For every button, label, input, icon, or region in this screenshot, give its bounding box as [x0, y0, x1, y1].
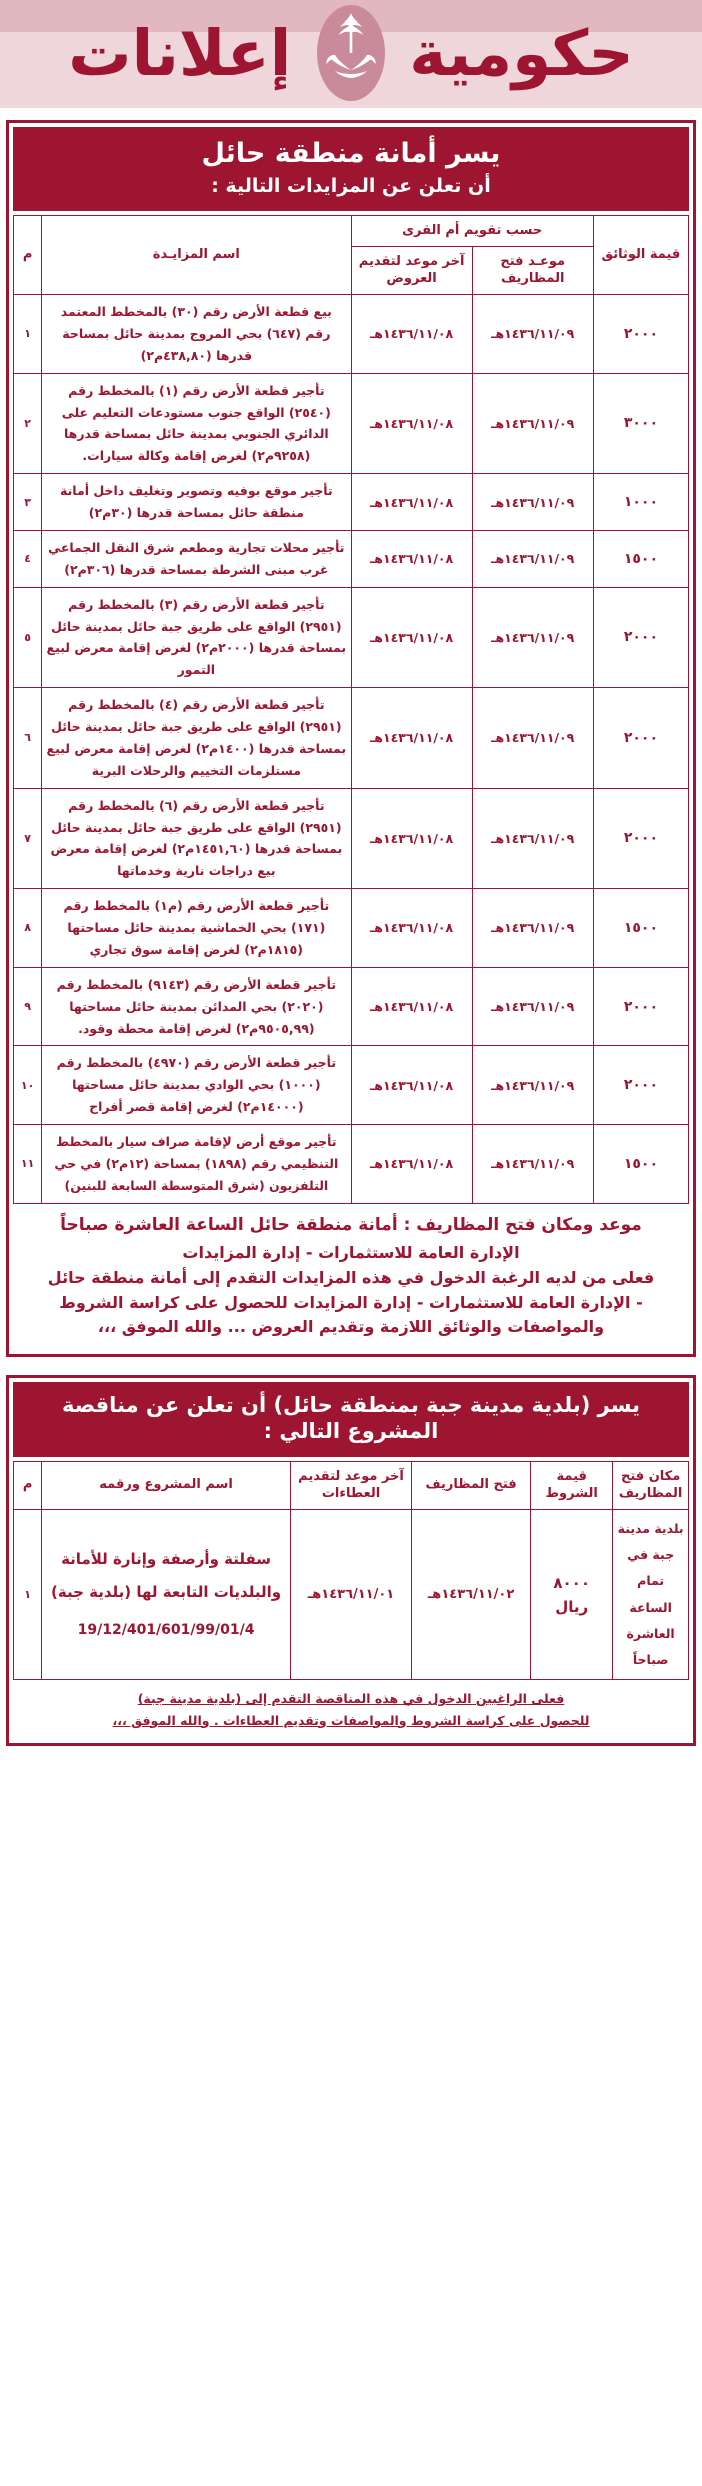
- cell-last-bid: ١٤٣٦/١١/٠١هـ: [290, 1509, 411, 1680]
- cell-cond-value: ٨٠٠٠ ريال: [531, 1509, 613, 1680]
- header-hijri-group: حسب تقويم أم القرى: [351, 216, 593, 247]
- cell-open-env: ١٤٣٦/١١/٠٩هـ: [472, 1046, 593, 1125]
- note-instructions-3: والمواصفات والوثائق اللازمة وتقديم العروض ... والله الموفق ،،،: [97, 1317, 605, 1337]
- tender-table: [13, 1461, 689, 1681]
- cell-row-number: ٦: [14, 688, 42, 789]
- header-auction-name: اسم المزايـدة: [42, 216, 351, 295]
- tender-banner: [13, 1382, 689, 1457]
- auctions-banner: [13, 127, 689, 211]
- cell-auction-name: تأجير موقع أرض لإقامة صراف سيار بالمخطط التنظيمي رقم (١٨٩٨) بمساحة (١٢م٢) في حي التلفزيون (شرق المتوسطة السابعة للبنين): [42, 1125, 351, 1204]
- auctions-section: [6, 120, 696, 1357]
- header-row-number: م: [14, 216, 42, 295]
- note-instructions-1: فعلى من لديه الرغبة الدخول في هذه المزايدات التقدم إلى أمانة منطقة حائل: [47, 1267, 655, 1287]
- tender-table-body: [14, 1509, 689, 1680]
- cell-last-offer: ١٤٣٦/١١/٠٨هـ: [351, 295, 472, 374]
- tender-footer-note: [13, 1680, 689, 1739]
- cell-open-env: ١٤٣٦/١١/٠٩هـ: [472, 1125, 593, 1204]
- tender-banner-title: يسر (بلدية مدينة جبة بمنطقة حائل) أن تعلن عن مناقصة المشروع التالي :: [62, 1393, 640, 1444]
- cell-last-offer: ١٤٣٦/١١/٠٨هـ: [351, 788, 472, 889]
- cell-last-offer: ١٤٣٦/١١/٠٨هـ: [351, 1046, 472, 1125]
- header-open-env: فتح المظاريف: [412, 1461, 531, 1509]
- cell-open-env: ١٤٣٦/١١/٠٩هـ: [472, 788, 593, 889]
- auctions-banner-subtitle: أن تعلن عن المزايدات التالية :: [211, 174, 491, 197]
- cell-project-name: [42, 1509, 291, 1680]
- auctions-table-body: [14, 295, 689, 1204]
- cell-last-offer: ١٤٣٦/١١/٠٨هـ: [351, 587, 472, 688]
- cell-last-offer: ١٤٣٦/١١/٠٨هـ: [351, 688, 472, 789]
- cell-open-env: ١٤٣٦/١١/٠٩هـ: [472, 688, 593, 789]
- table-row: [14, 788, 689, 889]
- note-instructions-2: - الإدارة العامة للاستثمارات - إدارة المزايدات للحصول على كراسة الشروط: [59, 1292, 643, 1312]
- cell-open-env: ١٤٣٦/١١/٠٩هـ: [472, 889, 593, 968]
- cell-open-place: بلدية مدينة جبة في تمام الساعة العاشرة صباحاً: [613, 1509, 689, 1680]
- cell-last-offer: ١٤٣٦/١١/٠٨هـ: [351, 889, 472, 968]
- cell-row-number: ١١: [14, 1125, 42, 1204]
- cell-last-offer: ١٤٣٦/١١/٠٨هـ: [351, 1125, 472, 1204]
- header-doc-value: قيمة الوثائق: [593, 216, 688, 295]
- cell-doc-value: ٢٠٠٠: [593, 688, 688, 789]
- cell-row-number: ٤: [14, 530, 42, 587]
- cell-open-env: ١٤٣٦/١١/٠٩هـ: [472, 967, 593, 1046]
- cell-last-offer: ١٤٣٦/١١/٠٨هـ: [351, 373, 472, 474]
- cell-doc-value: ٢٠٠٠: [593, 295, 688, 374]
- cell-open-env: ١٤٣٦/١١/٠٩هـ: [472, 295, 593, 374]
- cell-doc-value: ٢٠٠٠: [593, 788, 688, 889]
- masthead-rule: [0, 105, 702, 108]
- cell-open-env: ١٤٣٦/١١/٠٢هـ: [412, 1509, 531, 1680]
- header-open-place: مكان فتح المظاريف: [613, 1461, 689, 1509]
- table-row: [14, 967, 689, 1046]
- cell-row-number: ١٠: [14, 1046, 42, 1125]
- cell-row-number: ٣: [14, 474, 42, 531]
- tender-table-header-row: [14, 1461, 689, 1509]
- cell-doc-value: ١٠٠٠: [593, 474, 688, 531]
- cell-row-number: ٧: [14, 788, 42, 889]
- cell-open-env: ١٤٣٦/١١/٠٩هـ: [472, 587, 593, 688]
- auctions-table: [13, 215, 689, 1203]
- cell-auction-name: تأجير قطعة الأرض رقم (٦) بالمخطط رقم (٢٩٥١) الواقع على طريق جبة حائل بمدينة حائل بمساحة قدرها (١٤٥١,٦٠م٢) لغرض إقامة معرض بيع دراجات نارية وخدماتها: [42, 788, 351, 889]
- auctions-table-header-row-1: [14, 216, 689, 247]
- cell-last-offer: ١٤٣٦/١١/٠٨هـ: [351, 474, 472, 531]
- cell-doc-value: ١٥٠٠: [593, 889, 688, 968]
- table-row: [14, 889, 689, 968]
- cell-doc-value: ١٥٠٠: [593, 1125, 688, 1204]
- table-row: [14, 1046, 689, 1125]
- cell-row-number: ٨: [14, 889, 42, 968]
- tender-note-2: للحصول على كراسة الشروط والمواصفات وتقديم العطاءات . والله الموفق ،،،: [112, 1712, 590, 1728]
- cell-open-env: ١٤٣٦/١١/٠٩هـ: [472, 373, 593, 474]
- tender-section: [6, 1375, 696, 1746]
- project-title: سفلتة وأرصفة وإنارة للأمانة والبلديات التابعة لها (بلدية جبة): [51, 1550, 282, 1602]
- cell-row-number: ٥: [14, 587, 42, 688]
- header-last-bid: آخر موعد لتقديم العطاءات: [290, 1461, 411, 1509]
- cell-last-offer: ١٤٣٦/١١/٠٨هـ: [351, 530, 472, 587]
- cell-auction-name: تأجير قطعة الأرض رقم (٤٩٧٠) بالمخطط رقم (١٠٠٠) بحي الوادي بمدينة حائل مساحتها (١٤٠٠٠م٢) لغرض إقامة قصر أفراح: [42, 1046, 351, 1125]
- cell-doc-value: ٢٠٠٠: [593, 1046, 688, 1125]
- cell-open-env: ١٤٣٦/١١/٠٩هـ: [472, 474, 593, 531]
- table-row: [14, 1125, 689, 1204]
- cell-doc-value: ٢٠٠٠: [593, 967, 688, 1046]
- table-row: [14, 373, 689, 474]
- wordmark-word-right: حكومية: [409, 17, 634, 90]
- note-department: الإدارة العامة للاستثمارات - إدارة المزايدات: [182, 1243, 520, 1262]
- project-number: 19/12/401/601/99/01/4: [77, 1622, 255, 1639]
- auctions-banner-title: يسر أمانة منطقة حائل: [201, 138, 501, 169]
- table-row: [14, 1509, 689, 1680]
- header-cond-value: قيمة الشروط: [531, 1461, 613, 1509]
- auctions-footer-note: [13, 1204, 689, 1351]
- cell-doc-value: ١٥٠٠: [593, 530, 688, 587]
- table-row: [14, 587, 689, 688]
- table-row: [14, 688, 689, 789]
- cell-doc-value: ٢٠٠٠: [593, 587, 688, 688]
- cell-auction-name: تأجير محلات تجارية ومطعم شرق النقل الجماعي غرب مبنى الشرطة بمساحة قدرها (٣٠٦م٢): [42, 530, 351, 587]
- note-open-time-place: موعد ومكان فتح المظاريف : أمانة منطقة حائل الساعة العاشرة صباحاً: [60, 1214, 642, 1235]
- cell-auction-name: تأجير قطعة الأرض رقم (م١) بالمخطط رقم (١٧١) بحي الخماشية بمدينة حائل مساحتها (١٨١٥م٢) لغرض إقامة سوق تجاري: [42, 889, 351, 968]
- header-last-offer-date: آخر موعد لتقديم العروض: [351, 246, 472, 294]
- table-row: [14, 530, 689, 587]
- tender-note-1: فعلى الراغبين الدخول في هذه المناقصة التقدم إلى (بلدية مدينة جبة): [137, 1691, 565, 1707]
- cell-row-number: ٢: [14, 373, 42, 474]
- masthead: [0, 0, 702, 105]
- header-project-name: اسم المشروع ورقمه: [42, 1461, 291, 1509]
- cell-auction-name: تأجير قطعة الأرض رقم (٤) بالمخطط رقم (٢٩٥١) الواقع على طريق جبة حائل بمدينة حائل بمساحة قدرها (١٤٠٠م٢) لغرض إقامة معرض لبيع مستلزمات التخييم والرحلات البرية: [42, 688, 351, 789]
- cell-auction-name: تأجير قطعة الأرض رقم (١) بالمخطط رقم (٢٥٤٠) الواقع جنوب مستودعات التعليم على الدائري الجنوبي بمدينة حائل بمساحة قدرها (٩٢٥٨م٢) لغرض إقامة وكالة سيارات.: [42, 373, 351, 474]
- cell-auction-name: تأجير قطعة الأرض رقم (٩١٤٣) بالمخطط رقم (٢٠٢٠) بحي المدائن بمدينة حائل مساحتها (٩٥٠٥,٩٩م٢) لغرض إقامة محطة وقود.: [42, 967, 351, 1046]
- masthead-wordmark: [0, 8, 702, 100]
- cell-row-number: ٩: [14, 967, 42, 1046]
- cell-open-env: ١٤٣٦/١١/٠٩هـ: [472, 530, 593, 587]
- cell-auction-name: بيع قطعة الأرض رقم (٣٠) بالمخطط المعتمد رقم (٦٤٧) بحي المروج بمدينة حائل بمساحة قدرها (٤٣٨,٨٠م٢): [42, 295, 351, 374]
- cell-auction-name: تأجير موقع بوفيه وتصوير وتغليف داخل أمانة منطقة حائل بمساحة قدرها (٣٠م٢): [42, 474, 351, 531]
- cell-last-offer: ١٤٣٦/١١/٠٨هـ: [351, 967, 472, 1046]
- cell-doc-value: ٣٠٠٠: [593, 373, 688, 474]
- header-open-envelopes: موعـد فتح المظاريف: [472, 246, 593, 294]
- table-row: [14, 474, 689, 531]
- wordmark-word-left: إعلانات: [68, 17, 292, 90]
- table-row: [14, 295, 689, 374]
- cell-row-number: ١: [14, 295, 42, 374]
- cell-auction-name: تأجير قطعة الأرض رقم (٣) بالمخطط رقم (٢٩٥١) الواقع على طريق جبة حائل بمدينة حائل بمساحة قدرها (٢٠٠٠م٢) لغرض إقامة معرض لبيع التمور: [42, 587, 351, 688]
- cell-row-number: ١: [14, 1509, 42, 1680]
- header-row-number: م: [14, 1461, 42, 1509]
